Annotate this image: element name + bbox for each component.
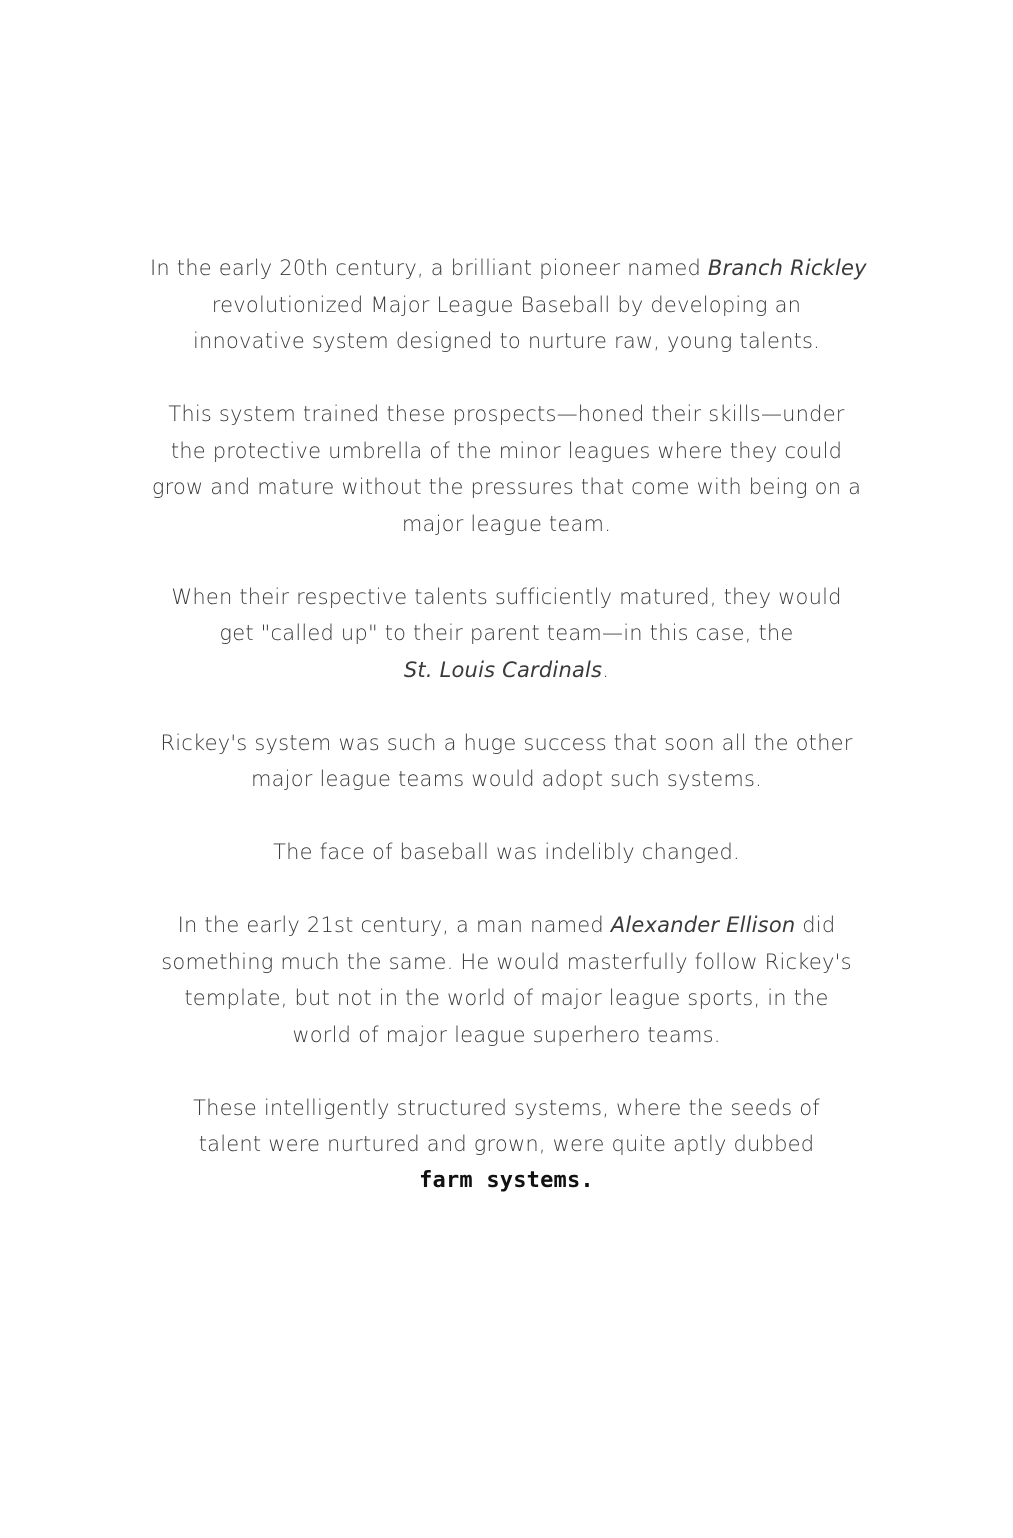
text-span: . [602, 657, 610, 682]
text-line: get "called up" to their parent team—in this case, the [219, 621, 794, 645]
text-span: In the early 21st century, a man named [177, 913, 611, 937]
paragraph-face-changed [150, 834, 863, 871]
text-line [150, 652, 863, 689]
text-line: Rickey's system was such a huge success that soon all the other [160, 730, 853, 755]
text-line: the protective umbrella of the minor leagues where they could [170, 438, 843, 463]
text-span: did [795, 913, 836, 937]
text-line: something much the same. He would masterfully follow Rickey's [161, 949, 852, 974]
text-line: talent were nurtured and grown, were quite aptly dubbed [198, 1132, 815, 1156]
text-line: This system trained these prospects—honed their skills—under [168, 402, 845, 426]
farm-systems-emphasis: farm systems. [419, 1167, 594, 1193]
text-line [150, 250, 867, 287]
text-line: revolutionized Major League Baseball by developing an [211, 292, 802, 317]
italic-name: Branch Rickley [707, 256, 867, 280]
italic-name: St. Louis Cardinals [403, 657, 603, 682]
text-line: template, but not in the world of major league sports, in the [184, 986, 829, 1010]
text-line: innovative system designed to nurture raw, young talents. [192, 329, 821, 353]
paragraph-ellison [150, 907, 863, 1053]
paragraph-called-up [150, 579, 863, 689]
text-line: These intelligently structured systems, where the seeds of [193, 1095, 820, 1120]
paragraph-system-training [150, 396, 863, 542]
paragraph-rickley-intro [150, 250, 867, 360]
text-line: When their respective talents sufficiently matured, they would [171, 584, 842, 609]
text-line: grow and mature without the pressures that come with being on a [151, 475, 862, 499]
paragraph-success [150, 725, 863, 798]
paragraph-farm-systems [150, 1090, 863, 1200]
body-text [150, 250, 867, 1199]
text-line: world of major league superhero teams. [292, 1022, 721, 1047]
text-line: The face of baseball was indelibly changed. [273, 840, 740, 864]
text-span: In the early 20th century, a brilliant pioneer named [150, 256, 708, 280]
text-line: major league team. [401, 511, 612, 536]
italic-name: Alexander Ellison [610, 913, 796, 937]
text-line: major league teams would adopt such systems. [250, 767, 763, 791]
text-line [150, 907, 863, 944]
